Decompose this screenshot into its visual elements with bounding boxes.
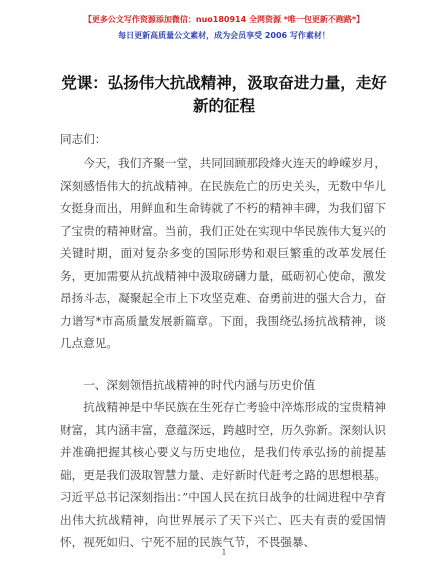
greeting: 同志们： (60, 132, 107, 146)
paragraph-intro: 今天，我们齐聚一堂，共同回顾那段烽火连天的峥嵘岁月，深刻感悟伟大的抗战精神。在民族危亡的历史关头，无数中华儿女挺身而出，用鲜血和生命铸就了不朽的精神丰碑，为我们留下了宝贵的精神财富。当前，我们正处在实现中华民族伟大复兴的关键时期，面对复杂多变的国际形势和艰巨繁重的改革发展任务，更加需要从抗战精神中汲取磅礴力量，砥砺初心使命，激发昂扬斗志，凝聚起全市上下攻坚克难、奋勇前进的强大合力，奋力谱写*市高质量发展新篇章。下面，我围绕弘扬抗战精神，谈几点意见。 (60, 156, 386, 350)
paragraph-section-1: 抗战精神是中华民族在生死存亡考验中淬炼形成的宝贵精神财富，其内涵丰富，意蕴深远，跨越时空，历久弥新。深刻认识并准确把握其核心要义与历史地位，是我们传承弘扬的前提基础，更是我们汲取智慧力量、走好新时代赶考之路的思想根基。习近平总书记深刻指出：”中国人民在抗日战争的壮阔进程中孕育出伟大抗战精神，向世界展示了天下兴亡、匹夫有责的爱国情怀，视死如归、宁死不屈的民族气节，不畏强暴、 (60, 400, 386, 549)
document-title: 党课：弘扬伟大抗战精神，汲取奋进力量，走好新的征程 (61, 74, 387, 115)
page-number: 1 (221, 548, 227, 557)
promo-banner-line-2: 每日更新高质量公文素材，成为会员享受 2006 写作素材！ (118, 31, 330, 40)
section-heading: 一、深刻领悟抗战精神的时代内涵与历史价值 (83, 378, 316, 392)
promo-banner-line-1: 【更多公文写作资源添加微信：nuo180914 全网资源 *唯一包更新不跑路*】 (83, 15, 365, 24)
